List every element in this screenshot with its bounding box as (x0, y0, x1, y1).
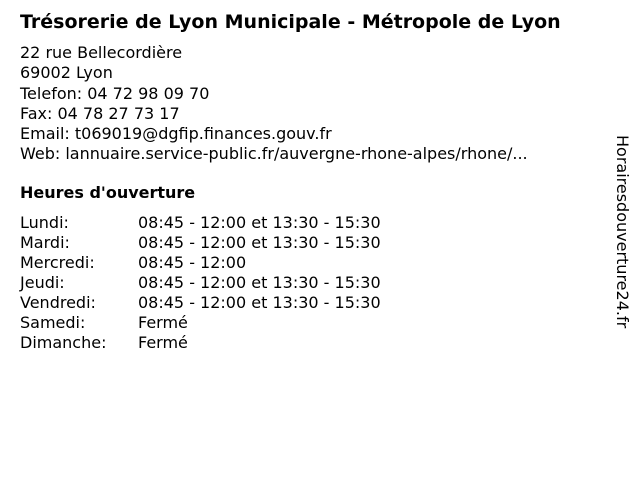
day-hours: Fermé (138, 313, 188, 332)
fax-number: Fax: 04 78 27 73 17 (20, 103, 180, 123)
day-label: Lundi: (20, 213, 69, 232)
day-label: Dimanche: (20, 333, 107, 352)
site-watermark: Horairesdouverture24.fr (613, 135, 632, 329)
day-hours: 08:45 - 12:00 et 13:30 - 15:30 (138, 213, 381, 232)
phone-number: Telefon: 04 72 98 09 70 (20, 83, 210, 103)
website-link: Web: lannuaire.service-public.fr/auvergne-rhone-alpes/rhone/... (20, 144, 528, 164)
page-title: Trésorerie de Lyon Municipale - Métropole de Lyon (20, 11, 561, 33)
day-label: Jeudi: (20, 273, 65, 292)
email-address: Email: t069019@dgfip.finances.gouv.fr (20, 124, 332, 144)
day-label: Samedi: (20, 313, 86, 332)
day-label: Vendredi: (20, 293, 96, 312)
day-label: Mercredi: (20, 253, 95, 272)
city-postal: 69002 Lyon (20, 63, 113, 83)
day-label: Mardi: (20, 233, 70, 252)
day-hours: 08:45 - 12:00 et 13:30 - 15:30 (138, 293, 381, 312)
day-hours: 08:45 - 12:00 (138, 253, 247, 272)
day-hours: 08:45 - 12:00 et 13:30 - 15:30 (138, 273, 381, 292)
address-block (20, 43, 528, 165)
day-hours: Fermé (138, 333, 188, 352)
opening-hours-heading: Heures d'ouverture (20, 183, 196, 202)
day-hours: 08:45 - 12:00 et 13:30 - 15:30 (138, 233, 381, 252)
street-address: 22 rue Bellecordière (20, 43, 183, 62)
